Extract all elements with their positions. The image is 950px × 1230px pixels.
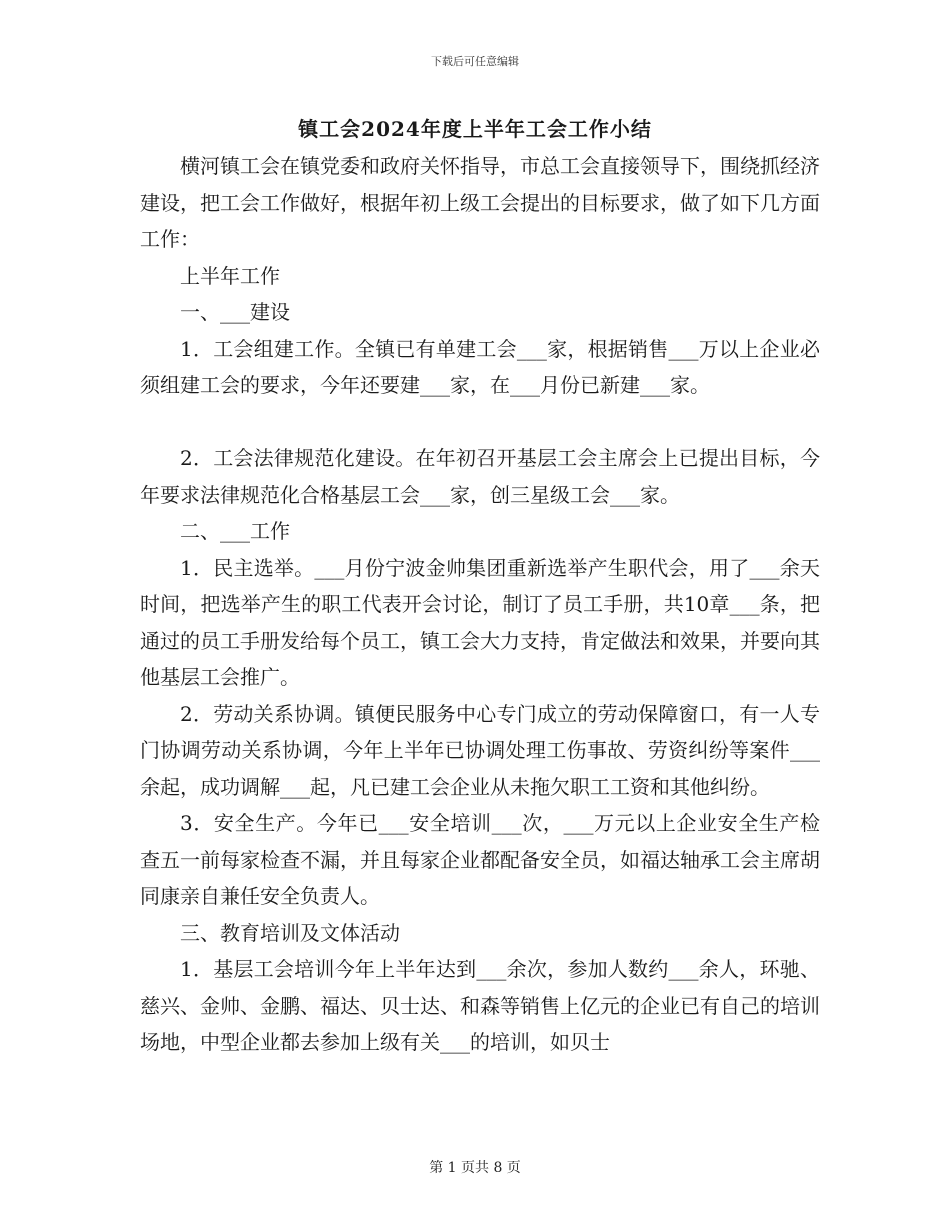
document-title: 镇工会2024年度上半年工会工作小结	[298, 117, 652, 141]
section-heading-1: 一、___建设	[180, 300, 290, 324]
paragraph-labor-relations: 2．劳动关系协调。镇便民服务中心专门成立的劳动保障窗口，有一人专门协调劳动关系协调，今年上半年已协调处理工伤事故、劳资纠纷等案件___余起，成功调解___起，凡已建工会企业从未拖欠职工工资和其他纠纷。	[140, 701, 820, 799]
page-number-footer: 第 1 页共 8 页	[429, 1160, 521, 1176]
section-heading-first-half: 上半年工作	[180, 263, 280, 288]
paragraph-democratic-election: 1．民主选举。___月份宁波金帅集团重新选举产生职代会，用了___余天时间，把选举产生的职工代表开会讨论，制订了员工手册，共10章___条，把通过的员工手册发给每个员工，镇工会大力支持，肯定做法和效果，并要向其他基层工会推广。	[140, 555, 820, 689]
blank-line	[140, 404, 820, 441]
paragraph-training: 1．基层工会培训今年上半年达到___余次，参加人数约___余人，环驰、慈兴、金帅、金鹏、福达、贝士达、和森等销售上亿元的企业已有自己的培训场地，中型企业都去参加上级有关___的培训，如贝士	[140, 957, 820, 1054]
paragraph-legal-standardization: 2．工会法律规范化建设。在年初召开基层工会主席会上已提出目标，今年要求法律规范化合格基层工会___家，创三星级工会___家。	[140, 446, 820, 507]
intro-paragraph: 横河镇工会在镇党委和政府关怀指导，市总工会直接领导下，围绕抓经济建设，把工会工作做好，根据年初上级工会提出的目标要求，做了如下几方面工作：	[140, 154, 820, 251]
section-heading-2: 二、___工作	[180, 519, 290, 543]
section-heading-3: 三、教育培训及文体活动	[180, 920, 400, 945]
page-header-note: 下载后可任意编辑	[431, 55, 519, 68]
document-body	[140, 148, 820, 1061]
paragraph-safety-production: 3．安全生产。今年已___安全培训___次，___万元以上企业安全生产检查五一前每家检查不漏，并且每家企业都配备安全员，如福达轴承工会主席胡同康亲自兼任安全负责人。	[140, 811, 820, 908]
paragraph-union-formation: 1．工会组建工作。全镇已有单建工会___家，根据销售___万以上企业必须组建工会的要求，今年还要建___家，在___月份已新建___家。	[140, 336, 820, 397]
